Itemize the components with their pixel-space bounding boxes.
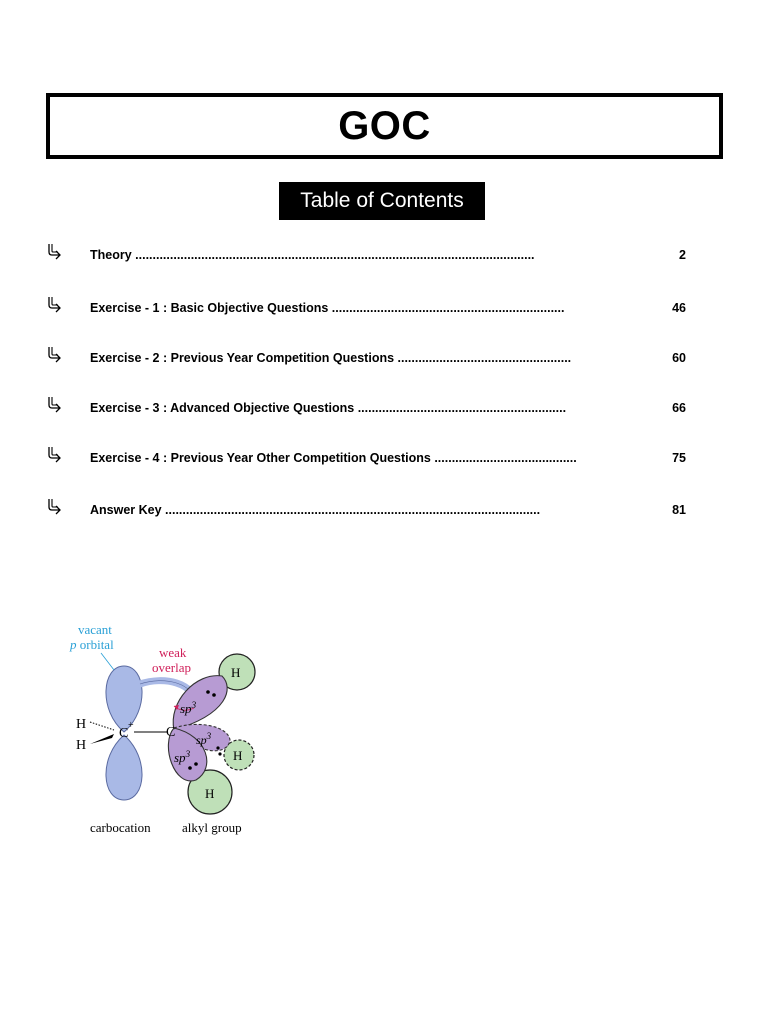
label-c-plus: C bbox=[119, 726, 129, 741]
toc-item-page: 2 bbox=[679, 248, 686, 262]
curved-arrow-icon bbox=[46, 346, 64, 364]
toc-item-exercise-4[interactable] bbox=[46, 451, 686, 471]
label-p-orbital: p orbital bbox=[70, 637, 114, 652]
label-h-bottom: H bbox=[205, 786, 215, 801]
toc-item-page: 60 bbox=[672, 351, 686, 365]
hyperconjugation-figure bbox=[68, 620, 263, 840]
toc-item-page: 66 bbox=[672, 401, 686, 415]
toc-item-page: 75 bbox=[672, 451, 686, 465]
toc-item-label: Answer Key ............................................................................................................ bbox=[90, 503, 541, 517]
toc-item-answer-key[interactable] bbox=[46, 503, 686, 523]
label-c: C bbox=[166, 725, 176, 740]
toc-item-label: Exercise - 3 : Advanced Objective Questions ............................................................ bbox=[90, 401, 567, 415]
document-title-box bbox=[46, 93, 723, 159]
label-h-back: H bbox=[233, 748, 243, 763]
label-h-top: H bbox=[231, 665, 241, 680]
curved-arrow-icon bbox=[46, 446, 64, 464]
toc-item-exercise-3[interactable] bbox=[46, 401, 686, 421]
toc-heading: Table of Contents bbox=[279, 182, 485, 220]
label-h-left-2: H bbox=[76, 738, 87, 753]
p-orbital-lower-lobe bbox=[106, 735, 142, 800]
toc-item-label: Exercise - 1 : Basic Objective Questions ................................................................... bbox=[90, 301, 565, 315]
curved-arrow-icon bbox=[46, 296, 64, 314]
curved-arrow-icon bbox=[46, 498, 64, 516]
p-orbital-upper-lobe bbox=[106, 666, 142, 732]
toc-item-label: Exercise - 4 : Previous Year Other Competition Questions ......................................... bbox=[90, 451, 577, 465]
curved-arrow-icon bbox=[46, 396, 64, 414]
toc-item-label: Theory ................................................................................................................... bbox=[90, 248, 535, 262]
label-alkyl-group: alkyl group bbox=[182, 820, 242, 835]
toc-item-exercise-2[interactable] bbox=[46, 351, 686, 371]
toc-item-page: 81 bbox=[672, 503, 686, 517]
label-carbocation: carbocation bbox=[90, 820, 151, 835]
document-title: GOC bbox=[338, 103, 431, 148]
label-sp3-back: $sp^3$ bbox=[196, 731, 212, 747]
label-plus: + bbox=[128, 720, 134, 731]
label-sp3-bottom: $sp^3$ bbox=[174, 749, 191, 765]
toc-item-label: Exercise - 2 : Previous Year Competition Questions .................................................. bbox=[90, 351, 572, 365]
label-overlap: overlap bbox=[152, 660, 191, 675]
label-vacant: vacant bbox=[78, 622, 112, 637]
curved-arrow-icon bbox=[46, 243, 64, 261]
toc-item-exercise-1[interactable] bbox=[46, 301, 686, 321]
label-h-left-1: H bbox=[76, 717, 87, 732]
label-sp3-top: $sp^3$ bbox=[180, 700, 197, 716]
label-weak: weak bbox=[159, 645, 187, 660]
toc-item-page: 46 bbox=[672, 301, 686, 315]
toc-item-theory[interactable] bbox=[46, 248, 686, 268]
